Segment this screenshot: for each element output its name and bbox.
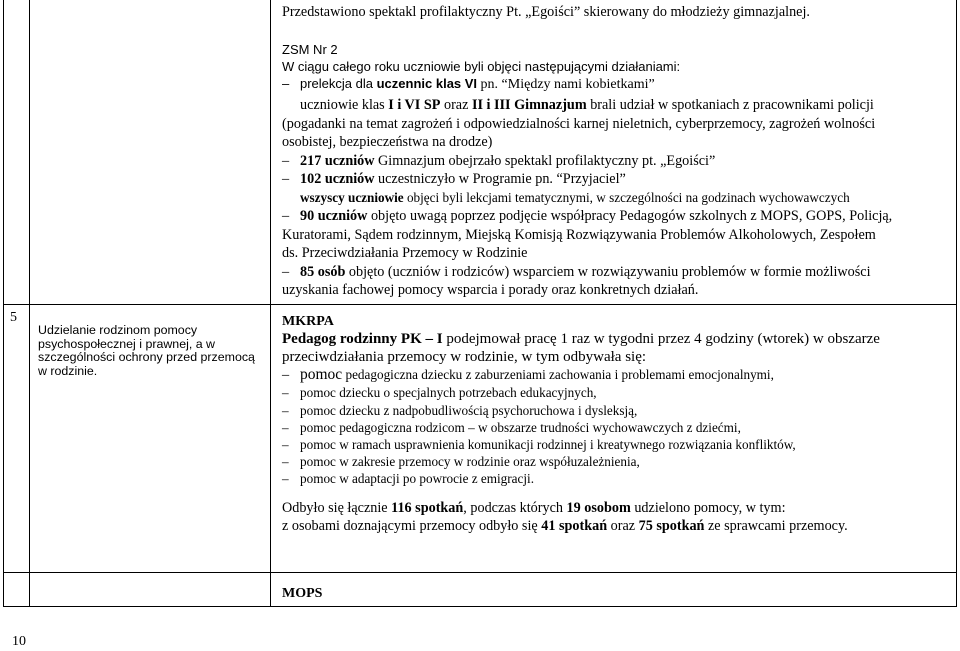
mkrpa-heading: MKRPA	[282, 314, 334, 329]
help-item: – pomoc w zakresie przemocy w rodzinie oraz współuzależnienia,	[282, 454, 640, 469]
bullet-wszyscy: wszyscy uczniowie objęci byli lekcjami tematycznymi, w szczególności na godzinach wychowawczych	[300, 190, 850, 205]
bullet-policja: uczniowie klas I i VI SP oraz II i III Gimnazjum brali udział w spotkaniach z pracownikami policji	[300, 97, 874, 113]
table-border-left	[3, 0, 4, 606]
help-item: – pomoc dziecku z nadpobudliwością psychoruchowa i dysleksją,	[282, 403, 638, 418]
help-item: – pomoc pedagogiczna dziecku z zaburzeniami zachowania i problemami emocjonalnymi,	[282, 366, 774, 383]
bullet-90: – 90 uczniów objęto uwagą poprzez podjęcie współpracy Pedagogów szkolnych z MOPS, GOPS, Policją,	[282, 208, 893, 224]
bullet-policja-line3: osobistej, bezpieczeństwa na drodze)	[282, 134, 493, 150]
table-border-right	[956, 0, 957, 606]
page-number: 10	[12, 634, 26, 649]
bullet-217: – 217 uczniów Gimnazjum obejrzało spektakl profilaktyczny pt. „Egoiści”	[282, 153, 716, 169]
help-item: – pomoc dziecku o specjalnych potrzebach edukacyjnych,	[282, 385, 597, 400]
table-border-bottom	[3, 606, 957, 607]
help-item: – pomoc pedagogiczna rodzicom – w obszarze trudności wychowawczych z dziećmi,	[282, 420, 741, 435]
bullet-85: – 85 osób objęto (uczniów i rodziców) wsparciem w rozwiązywaniu problemów w formie możliwości	[282, 264, 871, 280]
row-divider-6	[3, 572, 957, 573]
bullet-85-line2: uzyskania fachowej pomocy wsparcia i porady oraz konkretnych działań.	[282, 282, 699, 298]
summary-line-1: Odbyło się łącznie 116 spotkań, podczas których 19 osobom udzielono pomocy, w tym:	[282, 500, 786, 516]
help-item: – pomoc w adaptacji po powrocie z emigracji.	[282, 471, 534, 486]
intro-text: W ciągu całego roku uczniowie byli objęci następującymi działaniami:	[282, 59, 681, 74]
bullet-prelekcja: – prelekcja dla uczennic klas VI pn. “Między nami kobietkami”	[282, 76, 655, 92]
row-divider-5	[3, 304, 957, 305]
summary-line-2: z osobami doznającymi przemocy odbyło się 41 spotkań oraz 75 spotkań ze sprawcami przemocy.	[282, 518, 848, 534]
spectacle-line: Przedstawiono spektakl profilaktyczny Pt. „Egoiści” skierowany do młodzieży gimnazjalnej.	[282, 4, 810, 20]
table-border-col1	[29, 0, 30, 606]
bullet-policja-line2: (pogadanki na temat zagrożeń i odpowiedzialności karnej nieletnich, cyberprzemocy, zagrożeń wolności	[282, 116, 876, 132]
mops-heading: MOPS	[282, 586, 323, 601]
school-heading: ZSM Nr 2	[282, 42, 338, 57]
bullet-90-line3: ds. Przeciwdziałania Przemocy w Rodzinie	[282, 245, 528, 261]
bullet-102: – 102 uczniów uczestniczyło w Programie pn. “Przyjaciel”	[282, 171, 626, 187]
pedagog-paragraph-line2: przeciwdziałania przemocy w rodzinie, w tym odbywała się:	[282, 349, 647, 365]
table-border-col2	[270, 0, 271, 606]
row-number: 5	[10, 310, 17, 325]
task-description: Udzielanie rodzinom pomocy psychospołecznej i prawnej, a w szczególności ochrony przed przemocą w rodzinie.	[38, 323, 255, 378]
help-item: – pomoc w ramach usprawnienia komunikacji rodzinnej i kreatywnego rozwiązania konfliktów,	[282, 437, 796, 452]
pedagog-paragraph: Pedagog rodzinny PK – I podejmował pracę 1 raz w tygodni przez 4 godziny (wtorek) w obszarze	[282, 331, 880, 347]
bullet-90-line2: Kuratorami, Sądem rodzinnym, Miejską Komisją Rozwiązywania Problemów Alkoholowych, Zespołem	[282, 227, 876, 243]
